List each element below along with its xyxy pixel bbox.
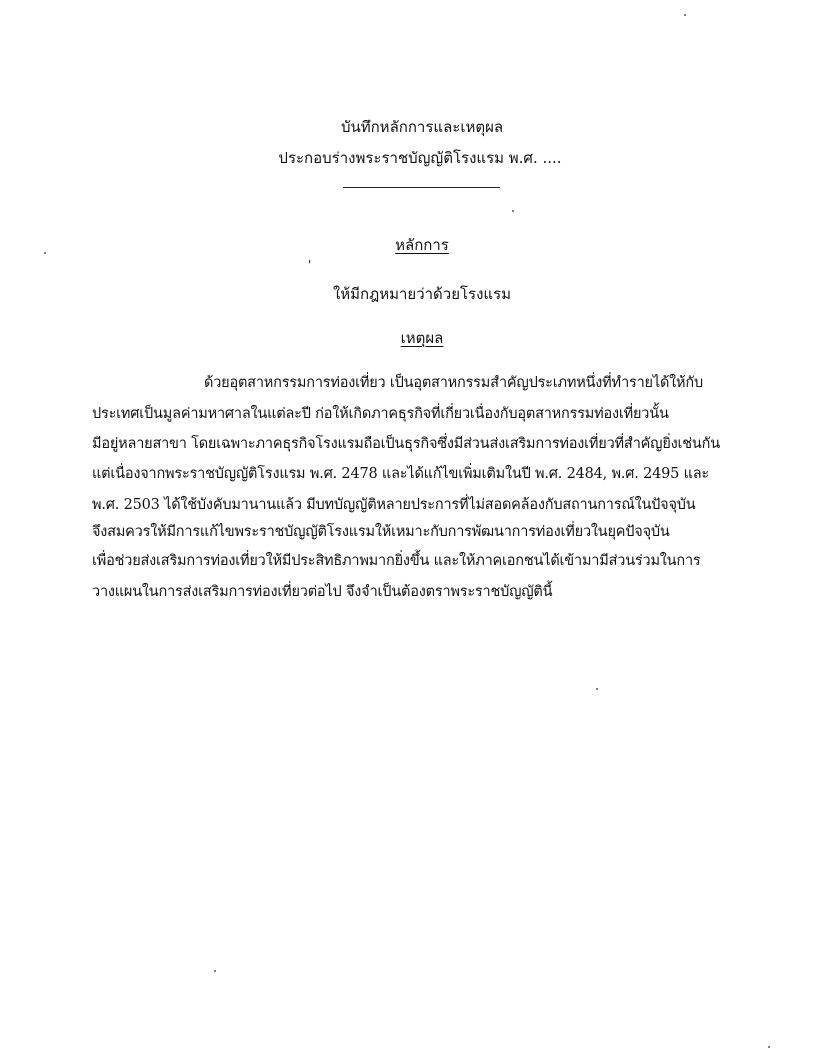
reason-line-8: วางแผนในการส่งเสริมการท่องเที่ยวต่อไป จึงจำเป็นต้องตราพระราชบัญญัตินี้ [92,584,553,600]
reason-line-2: ประเทศเป็นมูลค่ามหาศาลในแต่ละปี ก่อให้เกิดภาคธุรกิจที่เกี่ยวเนื่องกับอุตสาหกรรมท่องเที่ยวนั้น [92,406,669,422]
scan-speck [596,688,598,690]
reason-line-1: ด้วยอุตสาหกรรมการท่องเที่ยว เป็นอุตสาหกรรมสำคัญประเภทหนึ่งที่ทำรายได้ให้กับ [204,375,703,391]
scan-speck [214,970,216,972]
scan-speck [512,210,514,212]
scan-speck [44,252,46,254]
scan-speck [684,14,686,16]
principle-heading: หลักการ [395,236,449,254]
stray-mark: ' [308,258,312,272]
reason-line-5: พ.ศ. 2503 ได้ใช้บังคับมานานแล้ว มีบทบัญญัติหลายประการที่ไม่สอดคล้องกับสถานการณ์ในปัจจุบัน [92,497,696,513]
document-title: บันทึกหลักการและเหตุผล [340,118,504,136]
reason-line-3: มีอยู่หลายสาขา โดยเฉพาะภาคธุรกิจโรงแรมถือเป็นธุรกิจซึ่งมีส่วนส่งเสริมการท่องเที่ยวที่สำคัญยิ่งเช่นกัน [92,436,720,452]
reason-line-6: จึงสมควรให้มีการแก้ไขพระราชบัญญัติโรงแรมให้เหมาะกับการพัฒนาการท่องเที่ยวในยุคปัจจุบัน [92,524,670,540]
principle-heading-row [14,233,816,257]
document-subtitle: ประกอบร่างพระราชบัญญัติโรงแรม พ.ศ. .... [278,149,562,167]
title-divider [343,187,500,188]
scan-speck [768,1046,770,1048]
principle-text: ให้มีกฎหมายว่าด้วยโรงแรม [332,285,512,303]
reason-heading: เหตุผล [400,329,444,347]
reason-heading-row [14,326,816,350]
reason-line-4: แต่เนื่องจากพระราชบัญญัติโรงแรม พ.ศ. 2478 และได้แก้ไขเพิ่มเติมในปี พ.ศ. 2484, พ.ศ. 2495 และ [92,466,710,482]
reason-line-7: เพื่อช่วยส่งเสริมการท่องเที่ยวให้มีประสิทธิภาพมากยิ่งขึ้น และให้ภาคเอกชนได้เข้ามามีส่วนร่วมในการ [92,553,701,569]
